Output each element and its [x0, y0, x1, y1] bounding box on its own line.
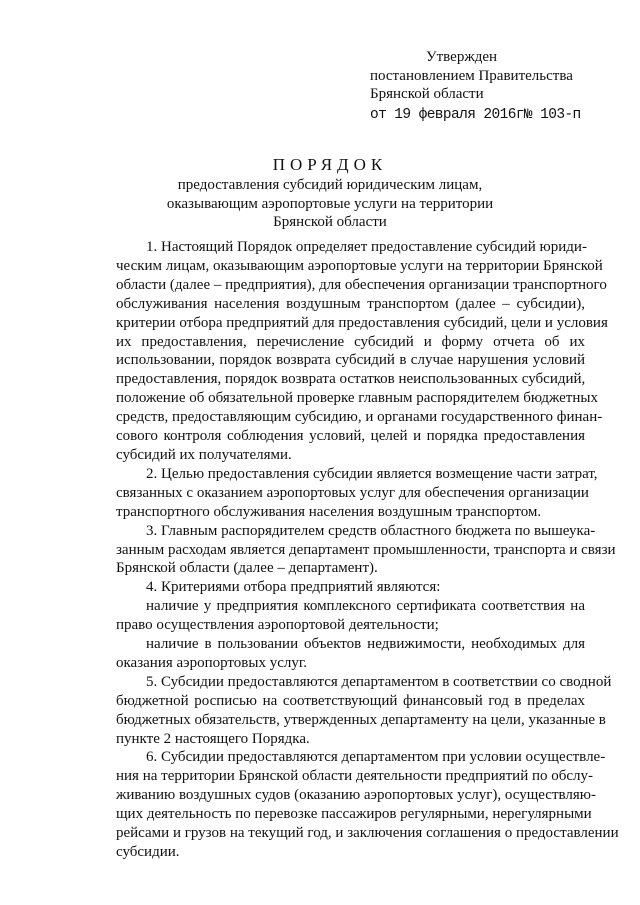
body-line: области (далее – предприятия), для обеспечения организации транспортного: [116, 276, 607, 293]
approval-line: Утвержден: [426, 49, 498, 65]
body-line: субсидий их получателями.: [116, 446, 292, 463]
body-line: живанию воздушных судов (оказанию аэропортовых услуг), осуществляю-: [116, 787, 596, 804]
approval-line: постановлением Правительства: [370, 67, 573, 84]
body-line: 5. Субсидии предоставляются департаментом в соответствии со сводной: [146, 673, 612, 690]
document-subtitle-line: Брянской области: [273, 214, 387, 230]
body-line: ния на территории Брянской области деятельности предприятий по обслу-: [116, 768, 594, 785]
body-line: обслуживания населения воздушным транспортом (далее – субсидии),: [116, 295, 585, 312]
document-subtitle-line: оказывающим аэропортовые услуги на территории: [166, 195, 494, 212]
body-line: субсидии.: [116, 844, 180, 860]
approval-line: Брянской области: [370, 86, 484, 102]
body-line: предоставления, порядок возврата остатков неиспользованных субсидий,: [116, 371, 586, 388]
body-line: их предоставления, перечисление субсидий и форму отчета об их: [116, 333, 585, 350]
body-line: 3. Главным распорядителем средств областного бюджета по вышеука-: [146, 522, 596, 539]
body-line: 6. Субсидии предоставляются департаментом при условии осуществле-: [146, 749, 606, 766]
body-line: оказания аэропортовых услуг.: [116, 654, 308, 671]
body-line: транспортного обслуживания населения воздушным транспортом.: [116, 503, 542, 520]
body-text: [116, 238, 619, 862]
body-line: Брянской области (далее – департамент).: [116, 560, 378, 577]
body-line: занным расходам является департамент промышленности, транспорта и связи: [116, 541, 616, 558]
body-line: щих деятельность по перевозке пассажиров регулярными, нерегулярными: [116, 806, 592, 823]
title-block: [80, 154, 580, 232]
body-line: пункте 2 настоящего Порядка.: [116, 730, 310, 747]
body-line: критерии отбора предприятий для предоставления субсидий, цели и условия: [116, 314, 608, 331]
body-line: 1. Настоящий Порядок определяет предоставление субсидий юриди-: [146, 239, 587, 255]
body-line: 2. Целью предоставления субсидии является возмещение части затрат,: [146, 465, 598, 482]
body-line: ческим лицам, оказывающим аэропортовые услуги на территории Брянской: [116, 257, 603, 274]
document-subtitle-line: предоставления субсидий юридическим лицам,: [177, 177, 483, 193]
body-line: рейсами и грузов на текущий год, и заключения соглашения о предоставлении: [116, 825, 619, 842]
approval-block: [370, 48, 630, 124]
body-line: использовании, порядок возврата субсидий в случае нарушения условий: [116, 352, 585, 369]
body-line: наличие у предприятия комплексного сертификата соответствия на: [146, 598, 585, 615]
body-line: сового контроля соблюдения условий, целей и порядка предоставления: [116, 428, 585, 445]
approval-date-line: от 19 февраля 2016г№ 103-п: [370, 106, 581, 123]
document-heading: ПОРЯДОК: [272, 155, 388, 174]
body-line: 4. Критериями отбора предприятий являются:: [146, 579, 441, 596]
body-line: бюджетных обязательств, утвержденных департаменту на цели, указанные в: [116, 711, 606, 728]
body-line: наличие в пользовании объектов недвижимости, необходимых для: [146, 636, 585, 653]
body-line: бюджетной росписью на соответствующий финансовый год в пределах: [116, 692, 585, 709]
body-line: право осуществления аэропортовой деятельности;: [116, 617, 439, 634]
body-line: средств, предоставляющим субсидию, и органами государственного финан-: [116, 409, 603, 426]
body-line: связанных с оказанием аэропортовых услуг для обеспечения организации: [116, 484, 589, 501]
body-line: положение об обязательной проверке главным распорядителем бюджетных: [116, 390, 598, 407]
